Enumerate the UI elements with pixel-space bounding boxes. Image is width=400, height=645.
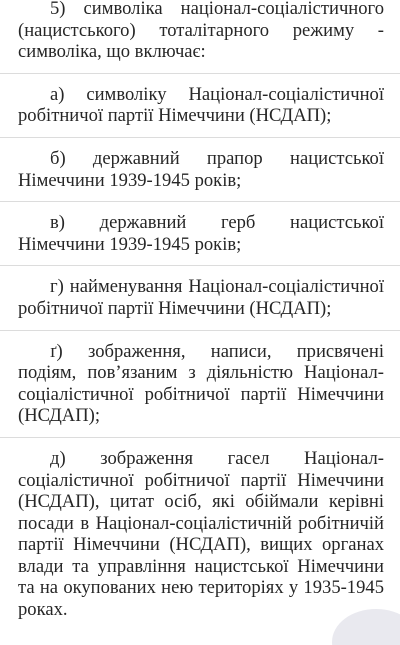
- separator: [0, 137, 400, 138]
- separator: [0, 265, 400, 266]
- paragraph-item-g: ґ) зображення, написи, присвячені подіям, пов’язаним з діяльністю Націонал-соціалістичної робітничої партії Німеччини (НСДАП);: [18, 340, 384, 427]
- separator: [0, 201, 400, 202]
- separator: [0, 330, 400, 331]
- paragraph-item-a: а) символіку Націонал-соціалістичної робітничої партії Німеччини (НСДАП);: [18, 83, 384, 127]
- separator: [0, 437, 400, 438]
- separator: [0, 73, 400, 74]
- paragraph-item-b: б) державний прапор нацистської Німеччини 1939-1945 років;: [18, 147, 384, 191]
- document-body: [18, 0, 384, 631]
- paragraph-item-d: д) зображення гасел Націонал-соціалістичної робітничої партії Німеччини (НСДАП), цитат осіб, які обіймали керівні посади в Націонал-соціалістичній робітничій партії Німеччини (НСДАП), вищих органах влади та управління нацистської Німеччини та на окупованих нею територіях у 1935-1945 роках.: [18, 447, 384, 621]
- paragraph-item-5: 5) символіка націонал-соціалістичного (нацистського) тоталітарного режиму - символіка, що включає:: [18, 0, 384, 63]
- paragraph-item-v: в) державний герб нацистської Німеччини 1939-1945 років;: [18, 212, 384, 255]
- paragraph-item-h: г) найменування Націонал-соціалістичної робітничої партії Німеччини (НСДАП);: [18, 276, 384, 319]
